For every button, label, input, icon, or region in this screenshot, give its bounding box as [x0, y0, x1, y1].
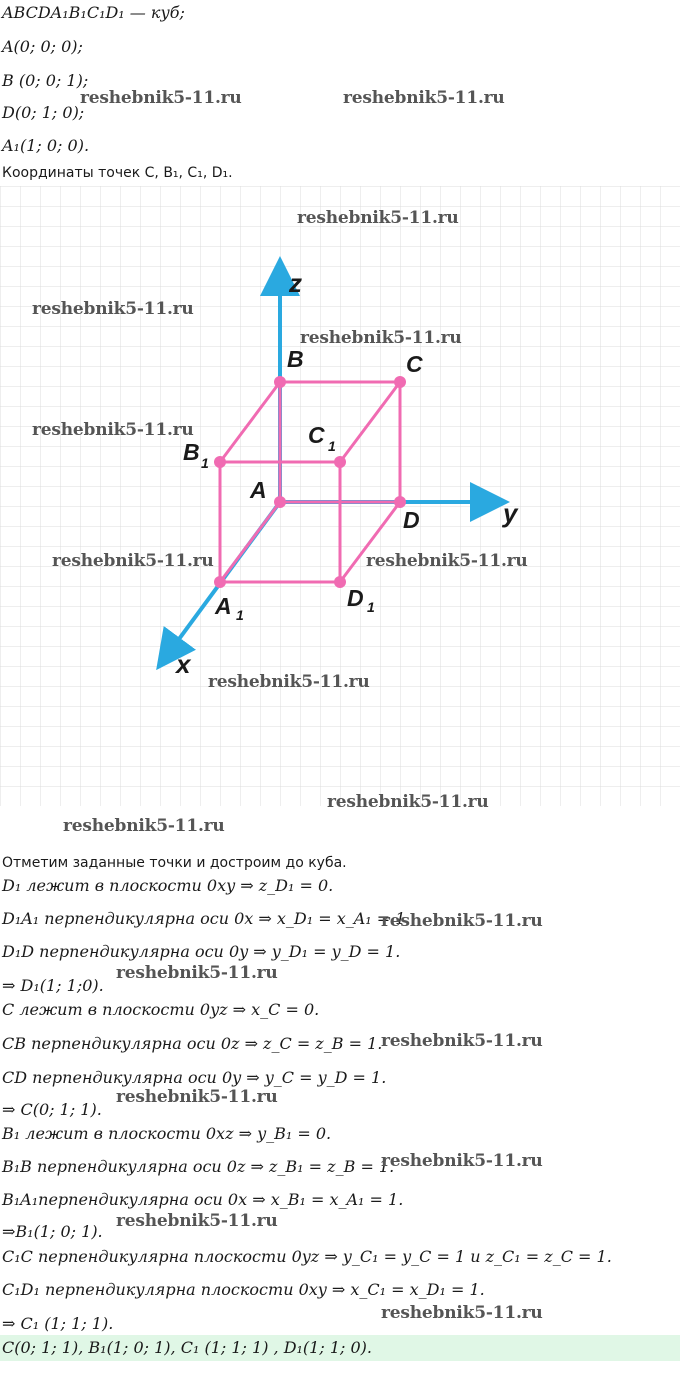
solution-line-6: C лежит в плоскости 0yz ⇒ x_C = 0. — [2, 1000, 320, 1019]
solution-intro: Отметим заданные точки и достроим до куба. — [2, 855, 347, 871]
cube-definition: ABCDA₁B₁C₁D₁ — куб; — [2, 3, 185, 22]
solution-line-5: ⇒ D₁(1; 1;0). — [2, 976, 104, 995]
watermark: reshebnik5-11.ru — [343, 88, 505, 108]
vertex-c1 — [334, 456, 346, 468]
label-z: z — [289, 268, 302, 298]
task-statement: Координаты точек C, B₁, C₁, D₁. — [2, 165, 233, 181]
solution-line-16: ⇒ C₁ (1; 1; 1). — [2, 1314, 114, 1333]
label-y: y — [503, 498, 518, 528]
solution-line-8: CD перпендикулярна оси 0y ⇒ y_C = y_D = 1. — [2, 1068, 387, 1087]
solution-line-7: CB перпендикулярна оси 0z ⇒ z_C = z_B = 1. — [2, 1034, 383, 1053]
watermark: reshebnik5-11.ru — [366, 551, 528, 571]
watermark: reshebnik5-11.ru — [381, 911, 543, 931]
watermark: reshebnik5-11.ru — [116, 1087, 278, 1107]
vertex-b — [274, 376, 286, 388]
label-b1: B — [183, 439, 200, 465]
watermark: reshebnik5-11.ru — [116, 963, 278, 983]
watermark: reshebnik5-11.ru — [80, 88, 242, 108]
watermark: reshebnik5-11.ru — [52, 551, 214, 571]
label-d: D — [403, 507, 420, 533]
solution-line-15: C₁D₁ перпендикулярна плоскости 0xy ⇒ x_C₁ = x_D₁ = 1. — [2, 1280, 485, 1299]
label-x: x — [176, 649, 191, 679]
vertex-a1 — [214, 576, 226, 588]
vertex-d1 — [334, 576, 346, 588]
watermark: reshebnik5-11.ru — [32, 420, 194, 440]
vertex-c — [394, 376, 406, 388]
watermark: reshebnik5-11.ru — [32, 299, 194, 319]
cube-figure — [0, 186, 680, 806]
label-d1-sub: 1 — [367, 599, 375, 615]
watermark: reshebnik5-11.ru — [208, 672, 370, 692]
point-b: B (0; 0; 1); — [2, 71, 89, 90]
watermark: reshebnik5-11.ru — [297, 208, 459, 228]
solution-line-13: ⇒B₁(1; 0; 1). — [2, 1222, 103, 1241]
solution-line-14: C₁C перпендикулярна плоскости 0yz ⇒ y_C₁ = y_C = 1 и z_C₁ = z_C = 1. — [2, 1247, 612, 1266]
solution-line-10: B₁ лежит в плоскости 0xz ⇒ y_B₁ = 0. — [2, 1124, 332, 1143]
answer-text: C(0; 1; 1), B₁(1; 0; 1), C₁ (1; 1; 1) , D₁(1; 1; 0). — [2, 1338, 372, 1357]
watermark: reshebnik5-11.ru — [381, 1031, 543, 1051]
label-d1: D — [347, 585, 364, 611]
label-a1-sub: 1 — [236, 607, 244, 623]
label-a1: A — [215, 593, 232, 619]
label-b: B — [287, 346, 304, 372]
label-c1-sub: 1 — [328, 438, 336, 454]
solution-line-9: ⇒ C(0; 1; 1). — [2, 1100, 102, 1119]
solution-line-2: D₁ лежит в плоскости 0xy ⇒ z_D₁ = 0. — [2, 876, 334, 895]
solution-line-12: B₁A₁перпендикулярна оси 0x ⇒ x_B₁ = x_A₁ = 1. — [2, 1190, 404, 1209]
vertex-b1 — [214, 456, 226, 468]
label-c1: C — [308, 422, 325, 448]
watermark: reshebnik5-11.ru — [381, 1303, 543, 1323]
point-a1: A₁(1; 0; 0). — [2, 136, 90, 155]
solution-line-11: B₁B перпендикулярна оси 0z ⇒ z_B₁ = z_B = 1. — [2, 1157, 395, 1176]
solution-line-3: D₁A₁ перпендикулярна оси 0x ⇒ x_D₁ = x_A₁ = 1. — [2, 909, 411, 928]
answer-highlight — [0, 1335, 680, 1361]
watermark: reshebnik5-11.ru — [116, 1211, 278, 1231]
solution-line-4: D₁D перпендикулярна оси 0y ⇒ y_D₁ = y_D = 1. — [2, 942, 401, 961]
label-c: C — [406, 351, 423, 377]
vertex-a — [274, 496, 286, 508]
cube-diagram — [0, 186, 680, 806]
label-a: A — [250, 477, 267, 503]
point-a: A(0; 0; 0); — [2, 37, 83, 56]
watermark: reshebnik5-11.ru — [63, 816, 225, 836]
label-b1-sub: 1 — [201, 455, 209, 471]
watermark: reshebnik5-11.ru — [327, 792, 489, 812]
watermark: reshebnik5-11.ru — [381, 1151, 543, 1171]
point-d: D(0; 1; 0); — [2, 103, 85, 122]
watermark: reshebnik5-11.ru — [300, 328, 462, 348]
